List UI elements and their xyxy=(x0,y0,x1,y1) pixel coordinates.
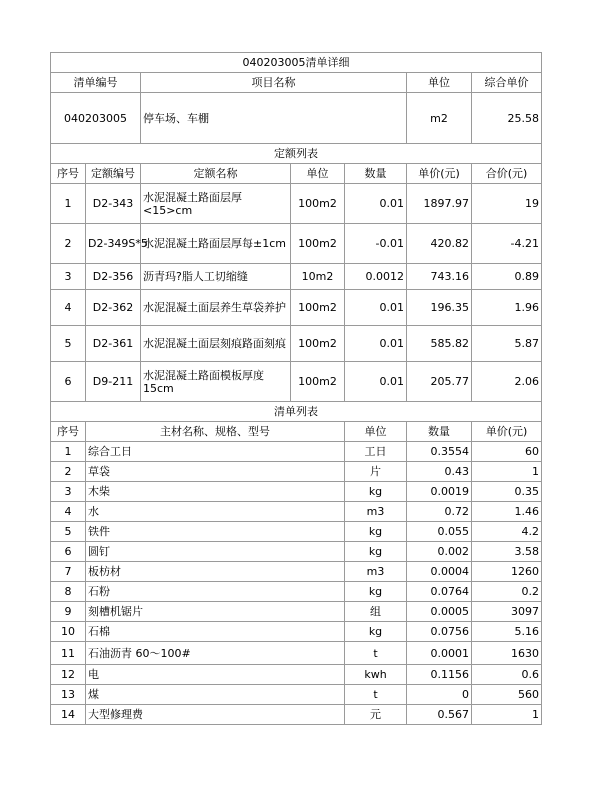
material-qty: 0.055 xyxy=(407,522,472,542)
quota-qty: 0.01 xyxy=(345,290,407,326)
material-price: 1.46 xyxy=(472,502,542,522)
quota-price: 585.82 xyxy=(407,326,472,362)
quota-code: D2-356 xyxy=(86,264,141,290)
material-qty: 0.0001 xyxy=(407,642,472,665)
materials-header-price: 单价(元) xyxy=(472,422,542,442)
material-row xyxy=(51,642,542,665)
quota-unit: 100m2 xyxy=(291,224,345,264)
material-name: 刻槽机锯片 xyxy=(86,602,345,622)
material-row xyxy=(51,685,542,705)
quota-price: 205.77 xyxy=(407,362,472,402)
quota-total: 1.96 xyxy=(472,290,542,326)
quota-row xyxy=(51,264,542,290)
material-no: 7 xyxy=(51,562,86,582)
material-name: 综合工日 xyxy=(86,442,345,462)
material-unit: t xyxy=(345,685,407,705)
material-row xyxy=(51,582,542,602)
material-row xyxy=(51,442,542,462)
materials-header-unit: 单位 xyxy=(345,422,407,442)
material-unit: 工日 xyxy=(345,442,407,462)
quota-price: 1897.97 xyxy=(407,184,472,224)
material-qty: 0.0005 xyxy=(407,602,472,622)
material-no: 14 xyxy=(51,705,86,725)
material-row xyxy=(51,562,542,582)
material-unit: kg xyxy=(345,622,407,642)
material-row xyxy=(51,622,542,642)
material-price: 1260 xyxy=(472,562,542,582)
quota-name: 沥青玛?脂人工切缩缝 xyxy=(141,264,291,290)
material-row xyxy=(51,502,542,522)
quota-total: 5.87 xyxy=(472,326,542,362)
quota-header-row xyxy=(51,164,542,184)
quota-total: 2.06 xyxy=(472,362,542,402)
quota-header-no: 序号 xyxy=(51,164,86,184)
material-price: 560 xyxy=(472,685,542,705)
quota-unit: 100m2 xyxy=(291,290,345,326)
material-name: 石油沥青 60～100# xyxy=(86,642,345,665)
material-name: 大型修理费 xyxy=(86,705,345,725)
bill-detail-table xyxy=(50,52,542,725)
summary-code: 040203005 xyxy=(51,93,141,144)
quota-price: 743.16 xyxy=(407,264,472,290)
materials-header-row xyxy=(51,422,542,442)
quota-header-name: 定额名称 xyxy=(141,164,291,184)
quota-unit: 100m2 xyxy=(291,362,345,402)
quota-header-unit: 单位 xyxy=(291,164,345,184)
material-no: 13 xyxy=(51,685,86,705)
summary-header-code: 清单编号 xyxy=(51,73,141,93)
summary-row xyxy=(51,93,542,144)
material-name: 电 xyxy=(86,665,345,685)
quota-header-price: 单价(元) xyxy=(407,164,472,184)
quota-qty: 0.01 xyxy=(345,326,407,362)
quota-header-total: 合价(元) xyxy=(472,164,542,184)
material-qty: 0.567 xyxy=(407,705,472,725)
material-name: 水 xyxy=(86,502,345,522)
quota-qty: 0.01 xyxy=(345,362,407,402)
quota-no: 6 xyxy=(51,362,86,402)
quota-unit: 100m2 xyxy=(291,326,345,362)
material-name: 铁件 xyxy=(86,522,345,542)
summary-header-name: 项目名称 xyxy=(141,73,407,93)
quota-qty: 0.01 xyxy=(345,184,407,224)
quota-total: 19 xyxy=(472,184,542,224)
summary-unit: m2 xyxy=(407,93,472,144)
material-unit: kg xyxy=(345,522,407,542)
material-unit: t xyxy=(345,642,407,665)
quota-no: 2 xyxy=(51,224,86,264)
quota-name: 水泥混凝土路面模板厚度15cm xyxy=(141,362,291,402)
quota-price: 420.82 xyxy=(407,224,472,264)
material-price: 3097 xyxy=(472,602,542,622)
material-qty: 0.1156 xyxy=(407,665,472,685)
quota-row xyxy=(51,326,542,362)
materials-section-title: 清单列表 xyxy=(51,402,542,422)
quota-header-qty: 数量 xyxy=(345,164,407,184)
material-price: 1630 xyxy=(472,642,542,665)
material-qty: 0.002 xyxy=(407,542,472,562)
material-qty: 0.0004 xyxy=(407,562,472,582)
material-qty: 0.0019 xyxy=(407,482,472,502)
material-price: 1 xyxy=(472,462,542,482)
summary-price: 25.58 xyxy=(472,93,542,144)
material-name: 板枋材 xyxy=(86,562,345,582)
materials-header-no: 序号 xyxy=(51,422,86,442)
material-price: 60 xyxy=(472,442,542,462)
material-no: 8 xyxy=(51,582,86,602)
material-unit: 片 xyxy=(345,462,407,482)
material-row xyxy=(51,542,542,562)
quota-row xyxy=(51,362,542,402)
material-unit: kg xyxy=(345,542,407,562)
material-name: 草袋 xyxy=(86,462,345,482)
quota-no: 3 xyxy=(51,264,86,290)
material-price: 0.6 xyxy=(472,665,542,685)
quota-no: 1 xyxy=(51,184,86,224)
quota-no: 5 xyxy=(51,326,86,362)
material-no: 1 xyxy=(51,442,86,462)
quota-price: 196.35 xyxy=(407,290,472,326)
quota-qty: -0.01 xyxy=(345,224,407,264)
summary-header-price: 综合单价 xyxy=(472,73,542,93)
material-unit: m3 xyxy=(345,562,407,582)
quota-name: 水泥混凝土路面层厚<15>cm xyxy=(141,184,291,224)
material-price: 4.2 xyxy=(472,522,542,542)
quota-unit: 10m2 xyxy=(291,264,345,290)
material-no: 9 xyxy=(51,602,86,622)
material-unit: kwh xyxy=(345,665,407,685)
summary-header-row xyxy=(51,73,542,93)
material-no: 11 xyxy=(51,642,86,665)
material-no: 2 xyxy=(51,462,86,482)
material-unit: m3 xyxy=(345,502,407,522)
materials-header-name: 主材名称、规格、型号 xyxy=(86,422,345,442)
quota-section-title: 定额列表 xyxy=(51,144,542,164)
material-row xyxy=(51,705,542,725)
material-no: 5 xyxy=(51,522,86,542)
material-qty: 0.43 xyxy=(407,462,472,482)
material-name: 圆钉 xyxy=(86,542,345,562)
quota-name: 水泥混凝土路面层厚每±1cm xyxy=(141,224,291,264)
material-unit: kg xyxy=(345,582,407,602)
material-row xyxy=(51,522,542,542)
quota-name: 水泥混凝土面层刻痕路面刻痕 xyxy=(141,326,291,362)
material-row xyxy=(51,602,542,622)
quota-code: D2-343 xyxy=(86,184,141,224)
material-row xyxy=(51,462,542,482)
material-no: 12 xyxy=(51,665,86,685)
material-price: 0.35 xyxy=(472,482,542,502)
quota-no: 4 xyxy=(51,290,86,326)
quota-total: -4.21 xyxy=(472,224,542,264)
quota-code: D9-211 xyxy=(86,362,141,402)
summary-header-unit: 单位 xyxy=(407,73,472,93)
material-price: 1 xyxy=(472,705,542,725)
quota-code: D2-362 xyxy=(86,290,141,326)
material-no: 3 xyxy=(51,482,86,502)
material-price: 0.2 xyxy=(472,582,542,602)
quota-total: 0.89 xyxy=(472,264,542,290)
material-row xyxy=(51,665,542,685)
material-qty: 0 xyxy=(407,685,472,705)
quota-unit: 100m2 xyxy=(291,184,345,224)
material-qty: 0.72 xyxy=(407,502,472,522)
material-name: 煤 xyxy=(86,685,345,705)
quota-row xyxy=(51,290,542,326)
material-qty: 0.0756 xyxy=(407,622,472,642)
material-qty: 0.3554 xyxy=(407,442,472,462)
table-title: 040203005清单详细 xyxy=(51,53,542,73)
material-no: 4 xyxy=(51,502,86,522)
quota-code: D2-361 xyxy=(86,326,141,362)
material-name: 木柴 xyxy=(86,482,345,502)
materials-header-qty: 数量 xyxy=(407,422,472,442)
material-name: 石棉 xyxy=(86,622,345,642)
material-row xyxy=(51,482,542,502)
quota-row xyxy=(51,224,542,264)
quota-code: D2-349S*5 xyxy=(86,224,141,264)
summary-name: 停车场、车棚 xyxy=(141,93,407,144)
material-price: 5.16 xyxy=(472,622,542,642)
material-name: 石粉 xyxy=(86,582,345,602)
material-no: 10 xyxy=(51,622,86,642)
material-unit: kg xyxy=(345,482,407,502)
material-unit: 元 xyxy=(345,705,407,725)
material-qty: 0.0764 xyxy=(407,582,472,602)
material-no: 6 xyxy=(51,542,86,562)
material-price: 3.58 xyxy=(472,542,542,562)
quota-qty: 0.0012 xyxy=(345,264,407,290)
quota-row xyxy=(51,184,542,224)
quota-name: 水泥混凝土面层养生草袋养护 xyxy=(141,290,291,326)
quota-header-code: 定额编号 xyxy=(86,164,141,184)
material-unit: 组 xyxy=(345,602,407,622)
